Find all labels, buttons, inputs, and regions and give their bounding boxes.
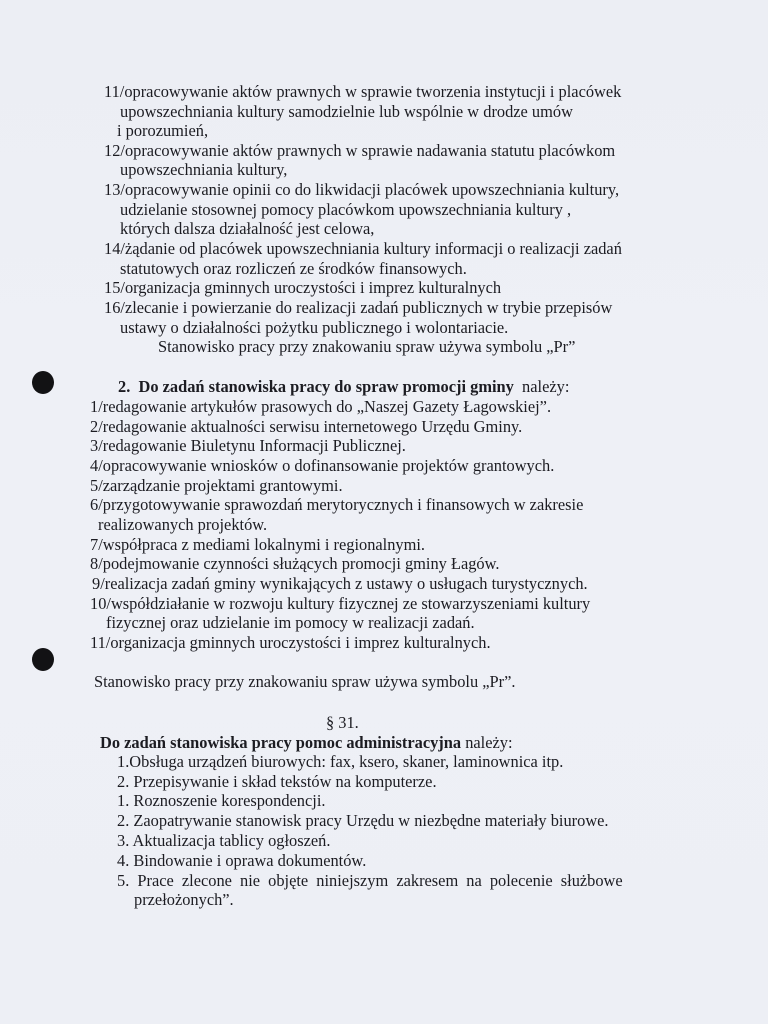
symbol-note: Stanowisko pracy przy znakowaniu spraw używa symbolu „Pr” <box>158 337 576 356</box>
list-item-continuation: fizycznej oraz udzielanie im pomocy w realizacji zadań. <box>106 613 475 632</box>
list-item-continuation: statutowych oraz rozliczeń ze środków finansowych. <box>120 259 467 278</box>
list-item: 4/opracowywanie wniosków o dofinansowanie projektów grantowych. <box>90 456 555 475</box>
list-item: 1.Obsługa urządzeń biurowych: fax, ksero, skaner, laminownica itp. <box>117 752 564 771</box>
list-item-continuation: przełożonych”. <box>134 890 234 909</box>
list-item-continuation: których dalsza działalność jest celowa, <box>120 219 375 238</box>
punch-hole <box>32 371 54 394</box>
list-item-continuation: i porozumień, <box>117 121 209 140</box>
section-heading-tail: należy: <box>522 377 570 396</box>
list-item: 11/organizacja gminnych uroczystości i imprez kulturalnych. <box>90 633 491 652</box>
list-item: 2. Zaopatrywanie stanowisk pracy Urzędu w niezbędne materiały biurowe. <box>117 811 609 830</box>
section-heading-bold: Do zadań stanowiska pracy pomoc administracyjna <box>100 733 462 752</box>
paragraph-number: § 31. <box>326 713 359 732</box>
list-item: 13/opracowywanie opinii co do likwidacji placówek upowszechniania kultury, <box>104 180 620 199</box>
symbol-note: Stanowisko pracy przy znakowaniu spraw używa symbolu „Pr”. <box>94 672 516 691</box>
list-item: 1. Roznoszenie korespondencji. <box>117 791 326 810</box>
section-heading <box>100 733 513 752</box>
list-item: 9/realizacja zadań gminy wynikających z ustawy o usługach turystycznych. <box>92 574 588 593</box>
section-heading <box>118 377 569 396</box>
list-item: 8/podejmowanie czynności służących promocji gminy Łagów. <box>90 554 500 573</box>
list-item: 12/opracowywanie aktów prawnych w sprawie nadawania statutu placówkom <box>104 141 616 160</box>
section-heading-tail: należy: <box>465 733 513 752</box>
list-item: 3/redagowanie Biuletynu Informacji Publicznej. <box>90 436 406 455</box>
list-item: 4. Bindowanie i oprawa dokumentów. <box>117 851 367 870</box>
section-heading-bold: Do zadań stanowiska pracy do spraw promocji gminy <box>138 377 514 396</box>
list-item-continuation: ustawy o działalności pożytku publicznego i wolontariacie. <box>120 318 509 337</box>
list-item-continuation: realizowanych projektów. <box>98 515 268 534</box>
list-item-continuation: upowszechniania kultury samodzielnie lub wspólnie w drodze umów <box>120 102 573 121</box>
list-item: 15/organizacja gminnych uroczystości i imprez kulturalnych <box>104 278 502 297</box>
list-item: 5/zarządzanie projektami grantowymi. <box>90 476 343 495</box>
punch-hole <box>32 648 54 671</box>
list-item: 6/przygotowywanie sprawozdań merytorycznych i finansowych w zakresie <box>90 495 584 514</box>
list-item-continuation: udzielanie stosownej pomocy placówkom upowszechniania kultury , <box>120 200 572 219</box>
section-number: 2. <box>118 377 131 396</box>
list-item: 5. Prace zlecone nie objęte niniejszym zakresem na polecenie służbowe <box>117 871 623 890</box>
list-item: 7/współpraca z mediami lokalnymi i regionalnymi. <box>90 535 426 554</box>
list-item: 2. Przepisywanie i skład tekstów na komputerze. <box>117 772 437 791</box>
list-item: 2/redagowanie aktualności serwisu internetowego Urzędu Gminy. <box>90 417 523 436</box>
list-item: 16/zlecanie i powierzanie do realizacji zadań publicznych w trybie przepisów <box>104 298 613 317</box>
list-item: 11/opracowywanie aktów prawnych w sprawie tworzenia instytucji i placówek <box>104 82 622 101</box>
list-item: 14/żądanie od placówek upowszechniania kultury informacji o realizacji zadań <box>104 239 622 258</box>
list-item-continuation: upowszechniania kultury, <box>120 160 288 179</box>
list-item: 1/redagowanie artykułów prasowych do „Naszej Gazety Łagowskiej”. <box>90 397 552 416</box>
list-item: 10/współdziałanie w rozwoju kultury fizycznej ze stowarzyszeniami kultury <box>90 594 591 613</box>
list-item: 3. Aktualizacja tablicy ogłoszeń. <box>117 831 331 850</box>
